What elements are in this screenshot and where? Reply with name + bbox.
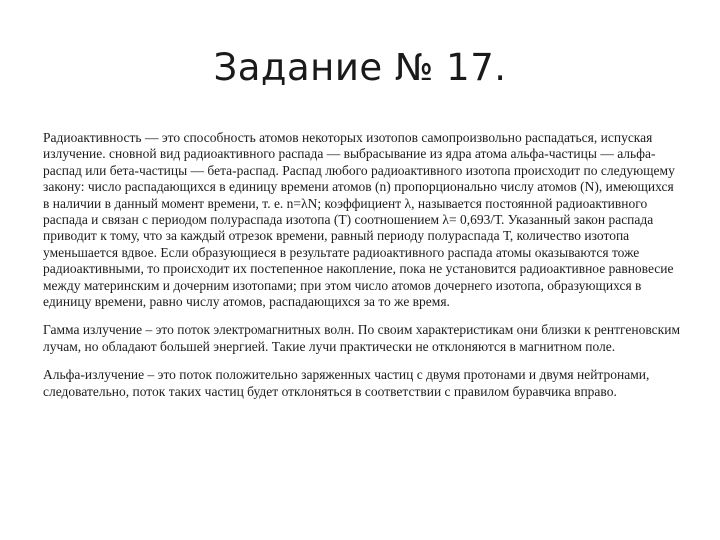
paragraph-alpha-radiation: Альфа-излучение – это поток положительно заряженных частиц с двумя протонами и двумя нейтронами, следовательно, поток таких частиц будет отклоняться в соответствии с правилом буравчика вправо. [43, 367, 650, 399]
paragraph-radioactivity: Радиоактивность — это способность атомов некоторых изотопов самопроизвольно распадаться, испуская излучение. сновной вид радиоактивного распада — выбрасывание из ядра атома альфа-частицы — альфа-распад или бета-частицы — бета-распад. Распад любого радиоактивного изотопа происходит по следующему закону: число распадающихся в единицу времени атомов (n) пропорционально числу атомов (N), имеющихся в наличии в данный момент времени, т. е. n=λN; коэффициент λ, называется постоянной радиоактивного распада и связан с периодом полураспада изотопа (Т) соотношением λ= 0,693/Т. Указанный закон распада приводит к тому, что за каждый отрезок времени, равный периоду полураспада Т, количество изотопа уменьшается вдвое. Если образующиеся в результате радиоактивного распада атомы оказываются тоже радиоактивными, то происходит их постепенное накопление, пока не установится радиоактивное равновесие между материнским и дочерним изотопами; при этом число атомов дочернего изотопа, образующихся в единицу времени, равно числу атомов, распадающихся за то же время. [43, 130, 675, 310]
paragraph-gamma-radiation: Гамма излучение – это поток электромагнитных волн. По своим характеристикам они близки к рентгеновским лучам, но обладают большей энергией. Такие лучи практически не отклоняются в магнитном поле. [43, 322, 680, 354]
slide-title: Задание № 17. [213, 46, 507, 89]
slide-body [43, 130, 683, 412]
